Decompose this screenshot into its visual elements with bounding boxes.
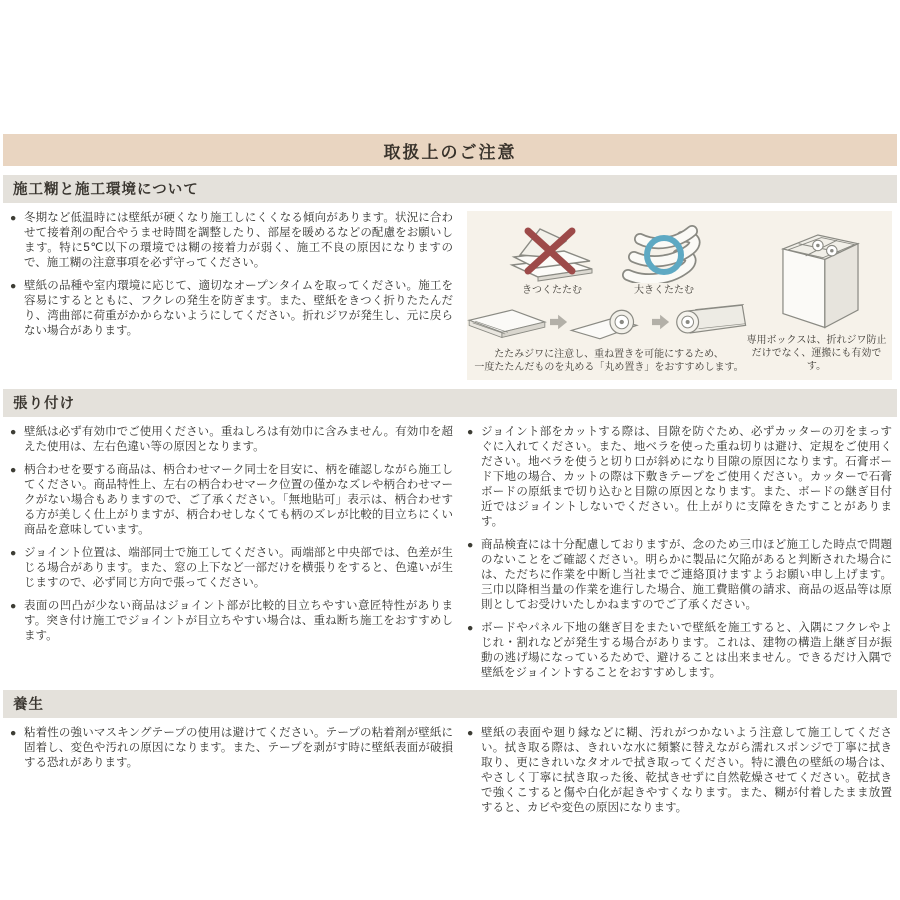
box-caption: 専用ボックスは、折れジワ防止 だけでなく、運搬にも有効です。	[746, 335, 887, 372]
half-rolled-icon	[568, 299, 652, 345]
notice-item	[467, 425, 892, 530]
section-heading-pasting: 張り付け	[3, 389, 897, 417]
document-content	[3, 175, 897, 825]
bullet-icon: ●	[10, 464, 17, 476]
notice-text: 粘着性の強いマスキングテープの使用は避けてください。テープの粘着剤が壁紙に固着し、変色や汚れの原因になります。また、テープを剥がす時に壁紙表面が破損する恐れがあります。	[24, 727, 453, 769]
bullet-icon: ●	[10, 727, 17, 739]
notice-text: ジョイント部をカットする際は、目隙を防ぐため、必ずカッターの刃をまっすぐに入れてください。また、地ベラを使った重ね切りは避け、定規をご使用ください。地ベラを使うと切り口が斜めになり目隙の原因になります。石膏ボード下地の場合、カットの際は下敷きテープをご使用ください。カッターで石膏ボードの原紙まで切り込むと目隙の原因となります。また、ボードの継ぎ目付近ではジョイントしないでください。仕上がりに支障をきたすことがあります。	[481, 426, 892, 528]
notice-item	[10, 425, 453, 455]
curing-left-column	[10, 726, 453, 771]
storage-box-figure	[745, 219, 888, 374]
rolled-icon	[670, 299, 754, 345]
bullet-icon: ●	[10, 280, 17, 292]
notice-item	[10, 546, 453, 591]
bullet-icon: ●	[10, 547, 17, 559]
fold-tight-figure	[504, 219, 600, 297]
bullet-icon: ●	[467, 727, 474, 739]
section-body-pasting	[3, 417, 897, 690]
fold-loose-label: 大きくたたむ	[634, 285, 694, 296]
notice-item	[10, 279, 453, 339]
notice-item	[467, 726, 892, 816]
pasting-left-column	[10, 425, 453, 644]
fold-tight-label: きつくたたむ	[522, 285, 582, 296]
fold-tight-icon	[504, 219, 600, 283]
fold-comparison-row	[504, 219, 714, 297]
notice-text: 壁紙の表面や廻り縁などに糊、汚れがつかないよう注意して施工してください。拭き取る際は、きれいな水に頻繁に替えながら濡れスポンジで丁寧に拭き取り、更にきれいなタオルで拭き取ってください。特に濃色の壁紙の場合は、やさしく丁寧に拭き取った後、乾拭きせずに自然乾燥させてください。乾拭きで強くこすると傷や白化が起きやすくなります。また、糊が付着したまま放置すると、カビや変色の原因になります。	[481, 727, 892, 814]
folding-examples	[473, 219, 745, 374]
bullet-icon: ●	[467, 622, 474, 634]
fold-loose-icon	[614, 219, 714, 283]
arrow-right-icon	[550, 313, 568, 331]
notice-item	[10, 726, 453, 771]
roll-sequence-row	[464, 299, 754, 345]
notice-item	[467, 538, 892, 613]
section-heading-glue-environment: 施工糊と施工環境について	[3, 175, 897, 203]
storage-box-icon	[769, 221, 865, 331]
bullet-icon: ●	[467, 426, 474, 438]
bullet-icon: ●	[10, 212, 17, 224]
glue-left-column	[10, 211, 453, 339]
notice-text: 壁紙は必ず有効巾でご使用ください。重ねしろは有効巾に含みません。有効巾を超えた使用は、左右色違い等の原因となります。	[24, 426, 453, 453]
notice-text: 壁紙の品種や室内環境に応じて、適切なオープンタイムを取ってください。施工を容易にするとともに、フクレの発生を防ぎます。また、壁紙をきつく折りたたんだり、湾曲部に荷重がかからないようにしてください。折れジワが発生し、元に戻らない場合があります。	[24, 280, 453, 337]
section-heading-curing: 養生	[3, 690, 897, 718]
notice-item	[10, 599, 453, 644]
roll-caption: たたみジワに注意し、重ね置きを可能にするため、 一度たたんだものを丸める「丸め置き」をおすすめします。	[474, 349, 744, 373]
pasting-right-column	[467, 425, 892, 681]
curing-right-column	[467, 726, 892, 816]
notice-text: 柄合わせを要する商品は、柄合わせマーク同士を目安に、柄を確認しながら施工してください。商品特性上、左右の柄合わせマーク位置の僅かなズレや柄合わせマークがない場合もありますので、ご了承ください。「無地貼可」表示は、柄合わせする方が美しく仕上がりますが、柄合わせしなくても柄のズレが比較的目立ちにくい商品を意味しています。	[24, 464, 453, 536]
page-title: 取扱上のご注意	[383, 142, 517, 162]
arrow-right-icon	[652, 313, 670, 331]
section-body-curing	[3, 718, 897, 825]
notice-text: ボードやパネル下地の継ぎ目をまたいで壁紙を施工すると、入隅にフクレやよじれ・割れなどが発生する場合があります。これは、建物の構造上継ぎ目が振動の逃げ場になっているためで、避けることは出来ません。できるだけ入隅で壁紙をジョイントすることをおすすめします。	[481, 622, 892, 679]
notice-text: ジョイント位置は、端部同士で施工してください。両端部と中央部では、色差が生じる場合があります。また、窓の上下など一部だけを横張りをすると、色違いが生じますので、必ず同じ方向で張ってください。	[24, 547, 453, 589]
notice-text: 商品検査には十分配慮しておりますが、念のため三巾ほど施工した時点で問題のないことをご確認ください。明らかに製品に欠陥があると判断された場合には、ただちに作業を中断し当社までご連絡頂けますようお願い申し上げます。三巾以降相当量の作業を進行した場合、施工費賠償の請求、商品の返品等は原則としてお受けいたしかねますのでご了承ください。	[481, 539, 892, 611]
folding-illustration-panel	[467, 211, 892, 380]
bullet-icon: ●	[467, 539, 474, 551]
notice-item	[10, 463, 453, 538]
section-body-glue-environment	[3, 203, 897, 389]
bullet-icon: ●	[10, 600, 17, 612]
notice-text: 表面の凹凸が少ない商品はジョイント部が比較的目立ちやすい意匠特性があります。突き付け施工でジョイントが目立ちやすい場合は、重ね断ち施工をおすすめします。	[24, 600, 453, 642]
bullet-icon: ●	[10, 426, 17, 438]
fold-loose-figure	[614, 219, 714, 297]
page-title-banner	[3, 134, 897, 166]
notice-item	[467, 621, 892, 681]
folded-stack-icon	[464, 299, 550, 345]
notice-text: 冬期など低温時には壁紙が硬くなり施工しにくくなる傾向があります。状況に合わせて接着剤の配合やうませ時間を調整したり、部屋を暖めるなどの配慮をお願いします。特に5℃以下の環境では糊の接着力が弱く、施工不良の原因になりますので、施工糊の注意事項を必ず守ってください。	[24, 212, 453, 269]
notice-item	[10, 211, 453, 271]
